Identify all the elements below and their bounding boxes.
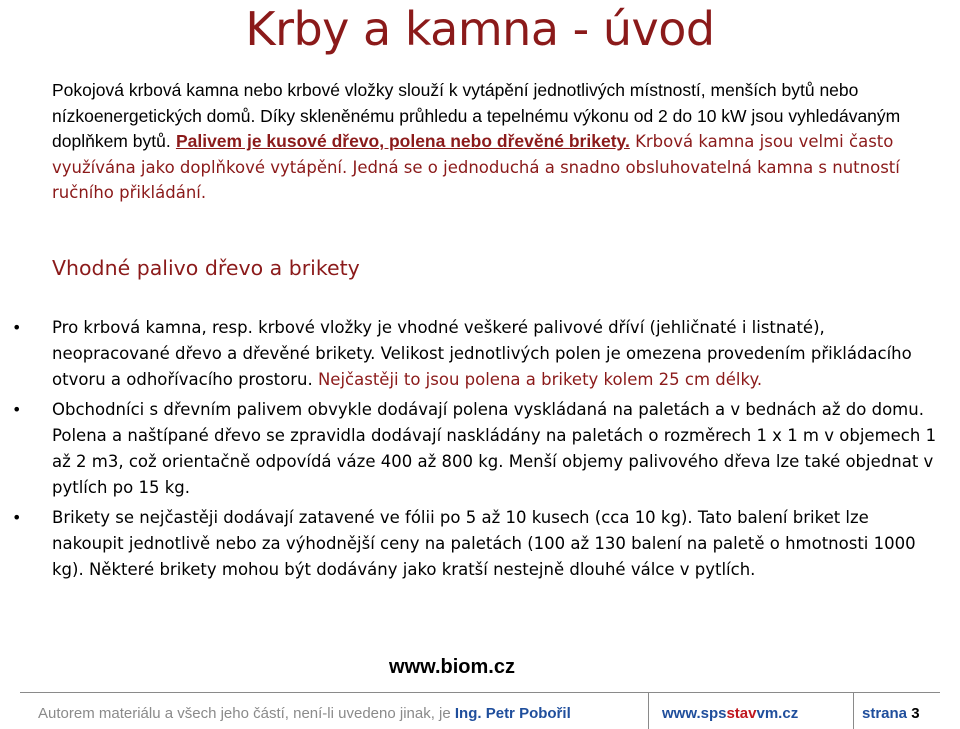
footer-separator (853, 692, 854, 729)
bullet-text: Pro krbová kamna, resp. krbové vložky je vhodné veškeré palivové dříví (jehličnaté i listnaté), neopracované dřevo a dřevěné brikety. Velikost jednotlivých polen je omezena provedením přikládacího otvoru a odhořívacího prostoru. (52, 318, 912, 389)
intro-fuel-highlight: Palivem je kusové dřevo, polena nebo dřevěné brikety. (175, 131, 630, 151)
intro-paragraph (52, 78, 942, 206)
page-title: Krby a kamna - úvod (245, 2, 715, 56)
bullet-list (0, 315, 960, 587)
website-link[interactable]: www.biom.cz (389, 656, 515, 678)
footer-school-c: vm.cz (756, 705, 799, 722)
bullet-item (0, 505, 942, 583)
bullet-icon: • (12, 400, 22, 419)
section-heading: Vhodné palivo dřevo a brikety (52, 256, 360, 280)
bullet-accent-text: Nejčastěji to jsou polena a brikety kolem 25 cm délky. (317, 370, 763, 389)
bullet-item (0, 315, 942, 393)
intro-text-part1: Pokojová krbová kamna nebo krbové vložky slouží k vytápění jednotlivých místností, menších bytů nebo nízkoenergetických domů. Díky skleněnému průhledu a tepelnému výkonu od 2 do 10 kW jsou vyhledávaným doplňkem bytů. (52, 80, 901, 151)
footer-school-a: www.sps (662, 705, 727, 722)
footer-page (862, 705, 920, 723)
footer-divider (20, 692, 940, 693)
footer-author-name: Ing. Petr Pobořil (454, 705, 571, 722)
footer-school-b: stav (726, 705, 757, 722)
footer-page-label: strana (862, 705, 912, 722)
bullet-icon: • (12, 318, 22, 337)
footer-page-number: 3 (911, 705, 920, 722)
intro-text-part3: Krbová kamna jsou velmi často využívána jako doplňkové vytápění. Jedná se o jednoduchá a snadno obsluhovatelná kamna s nutností ručního přikládání. (52, 132, 900, 202)
footer-author (38, 705, 571, 723)
footer-author-prefix: Autorem materiálu a všech jeho částí, není-li uvedeno jinak, je (38, 705, 455, 722)
bullet-icon: • (12, 508, 22, 527)
bullet-item (0, 397, 942, 501)
bullet-text: Obchodníci s dřevním palivem obvykle dodávají polena vyskládaná na paletách a v bednách až do domu. Polena a naštípané dřevo se zpravidla dodávají naskládány na paletách o rozměrech 1 x 1 m v objemech 1 až 2 m3, což orientačně odpovídá váze 400 až 800 kg. Menší objemy palivového dřeva lze také objednat v pytlích po 15 kg. (52, 400, 937, 497)
bullet-text: Brikety se nejčastěji dodávají zatavené ve fólii po 5 až 10 kusech (cca 10 kg). Tato balení briket lze nakoupit jednotlivě nebo za výhodnější ceny na paletách (100 až 130 balení na paletě o hmotnosti 1000 kg). Některé brikety mohou být dodávány jako kratší nestejně dlouhé válce v pytlích. (52, 508, 916, 579)
footer-separator (648, 692, 649, 729)
footer-school-link[interactable] (662, 705, 798, 723)
